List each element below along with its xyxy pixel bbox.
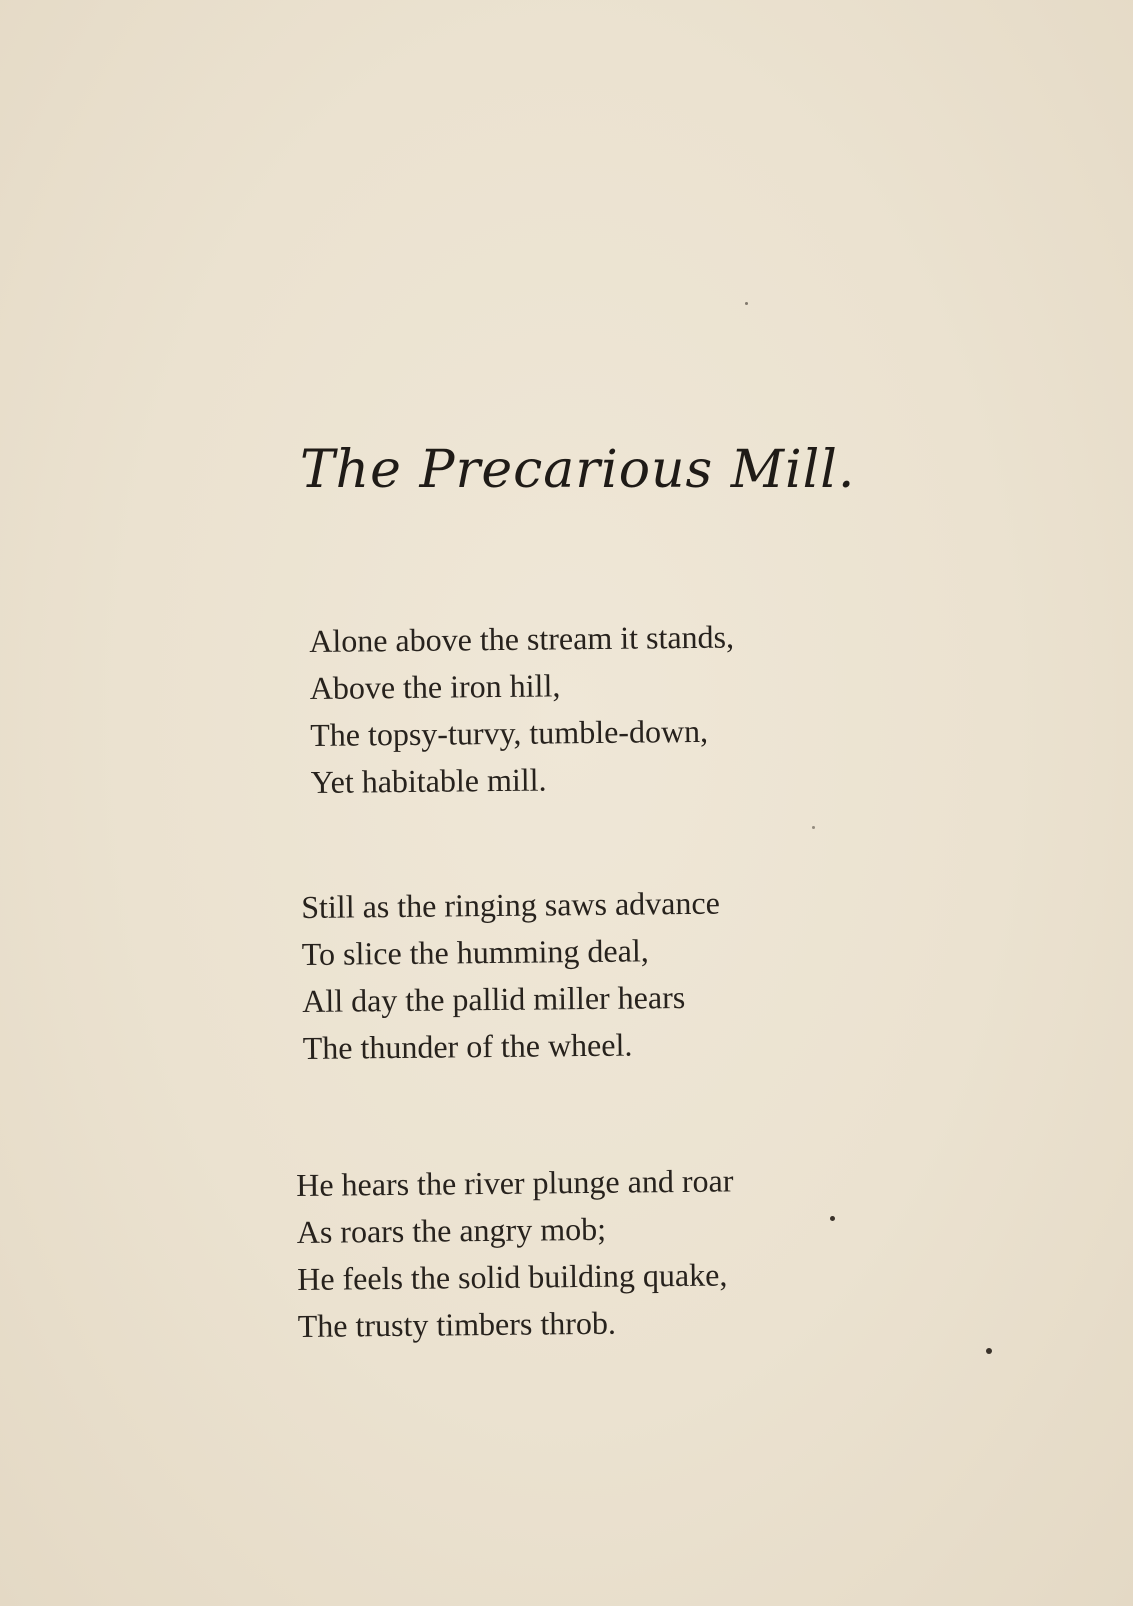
verse-line: He feels the solid building quake,	[297, 1256, 728, 1297]
ink-speck	[745, 302, 748, 305]
poem-title: The Precarious Mill.	[300, 440, 856, 500]
verse-line: To slice the humming deal,	[301, 932, 649, 972]
stanza-3	[296, 1157, 735, 1350]
verse-line: Above the iron hill,	[309, 667, 561, 706]
verse-line: Still as the ringing saws advance	[301, 884, 720, 925]
verse-line: The trusty timbers throb.	[297, 1304, 617, 1344]
verse-line: The thunder of the wheel.	[302, 1026, 633, 1066]
verse-line: Alone above the stream it stands,	[309, 618, 735, 659]
stanza-1	[309, 614, 736, 806]
verse-line: Yet habitable mill.	[310, 761, 547, 800]
ink-speck	[830, 1216, 835, 1221]
verse-line: All day the pallid miller hears	[302, 978, 686, 1019]
verse-line: The topsy-turvy, tumble-down,	[310, 712, 709, 753]
ink-speck	[812, 826, 815, 829]
verse-line: He hears the river plunge and roar	[296, 1162, 734, 1203]
ink-speck	[986, 1348, 992, 1354]
stanza-2	[301, 880, 722, 1072]
verse-line: As roars the angry mob;	[296, 1210, 607, 1250]
